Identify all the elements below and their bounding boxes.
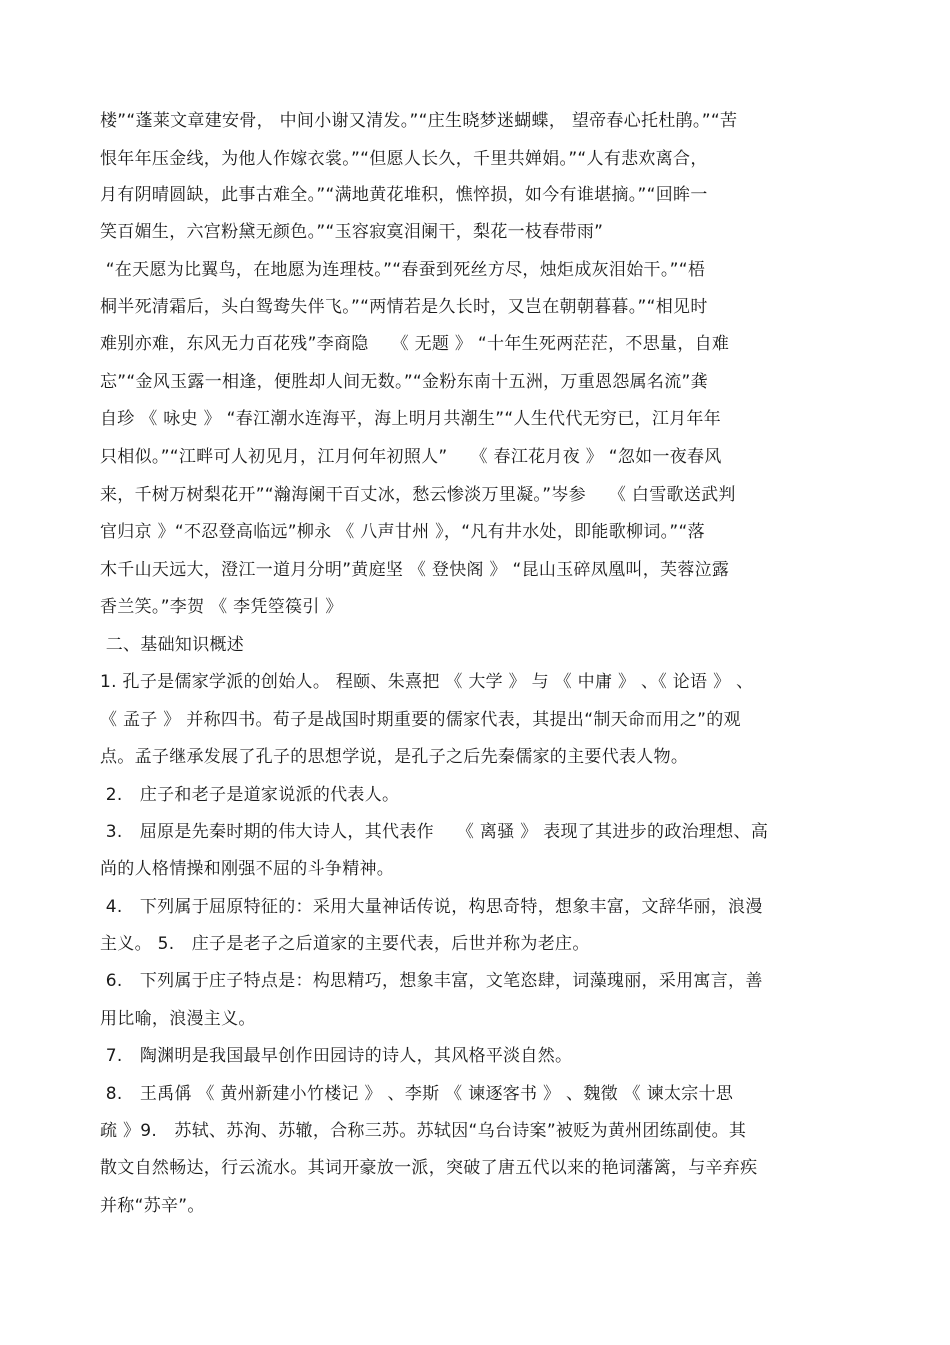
text-line: 散文自然畅达，行云流水。其词开豪放一派，突破了唐五代以来的艳词藩篱，与辛弃疾 <box>100 1158 758 1178</box>
text-line: 并称“苏辛”。 <box>100 1196 205 1216</box>
text-line: 香兰笑。”李贺 《 李凭箜篌引 》 <box>100 597 343 617</box>
text-line: 主义。 5. 庄子是老子之后道家的主要代表，后世并称为老庄。 <box>100 934 590 954</box>
text-line: 尚的人格情操和刚强不屈的斗争精神。 <box>100 859 395 879</box>
text-line: 8. 王禹偁 《 黄州新建小竹楼记 》 、李斯 《 谏逐客书 》 、魏徵 《 谏太宗十思 <box>100 1084 734 1104</box>
text-line: 3. 屈原是先秦时期的伟大诗人，其代表作 《 离骚 》 表现了其进步的政治理想、高 <box>100 822 769 842</box>
text-line: 只相似。”“江畔可人初见月，江月何年初照人” 《 春江花月夜 》 “忽如一夜春风 <box>100 447 722 467</box>
text-line: 用比喻，浪漫主义。 <box>100 1009 256 1029</box>
section-heading: 二、基础知识概述 <box>100 635 245 655</box>
text-line: 忘”“金风玉露一相逢，便胜却人间无数。”“金粉东南十五洲，万重恩怨属名流”龚 <box>100 372 708 392</box>
text-line: 1. 孔子是儒家学派的创始人。 程颐、朱熹把 《 大学 》 与 《 中庸 》 、《 论语 》 、 <box>100 672 754 692</box>
text-line: 木千山天远大，澄江一道月分明”黄庭坚 《 登快阁 》 “昆山玉碎凤凰叫，芙蓉泣露 <box>100 560 730 580</box>
text-line: 来，千树万树梨花开”“瀚海阑干百丈冰，愁云惨淡万里凝。”岑参 《 白雪歌送武判 <box>100 485 736 505</box>
text-line: 官归京 》“不忍登高临远”柳永 《 八声甘州 》，“凡有井水处，即能歌柳词。”“落 <box>100 522 705 542</box>
text-line: 6. 下列属于庄子特点是：构思精巧，想象丰富，文笔恣肆，词藻瑰丽，采用寓言，善 <box>100 971 763 991</box>
text-line: 疏 》9. 苏轼、苏洵、苏辙，合称三苏。苏轼因“乌台诗案”被贬为黄州团练副使。其 <box>100 1121 747 1141</box>
text-line: 恨年年压金线，为他人作嫁衣裳。”“但愿人长久，千里共婵娟。”“人有悲欢离合， <box>100 149 708 169</box>
text-line: 月有阴晴圆缺，此事古难全。”“满地黄花堆积，憔悴损，如今有谁堪摘。”“回眸一 <box>100 185 708 205</box>
text-line: 《 孟子 》 并称四书。荀子是战国时期重要的儒家代表，其提出“制天命而用之”的观 <box>100 710 741 730</box>
text-line: 笑百媚生，六宫粉黛无颜色。”“玉容寂寞泪阑干，梨花一枝春带雨” <box>100 222 604 242</box>
text-line: “在天愿为比翼鸟，在地愿为连理枝。”“春蚕到死丝方尽，烛炬成灰泪始干。”“梧 <box>100 260 706 280</box>
text-line: 4. 下列属于屈原特征的：采用大量神话传说，构思奇特，想象丰富，文辞华丽，浪漫 <box>100 897 763 917</box>
text-line: 2. 庄子和老子是道家说派的代表人。 <box>100 785 400 805</box>
text-line: 桐半死清霜后，头白鸳鸯失伴飞。”“两情若是久长时，又岂在朝朝暮暮。”“相见时 <box>100 297 708 317</box>
text-line: 难别亦难，东风无力百花残”李商隐 《 无题 》 “十年生死两茫茫，不思量，自难 <box>100 334 730 354</box>
text-line: 自珍 《 咏史 》 “春江潮水连海平，海上明月共潮生”“人生代代无穷已，江月年年 <box>100 409 722 429</box>
text-line: 7. 陶渊明是我国最早创作田园诗的诗人，其风格平淡自然。 <box>100 1046 573 1066</box>
text-line: 点。孟子继承发展了孔子的思想学说，是孔子之后先秦儒家的主要代表人物。 <box>100 747 689 767</box>
text-line: 楼”“蓬莱文章建安骨， 中间小谢又清发。”“庄生晓梦迷蝴蝶， 望帝春心托杜鹃。”“苦 <box>100 111 738 131</box>
